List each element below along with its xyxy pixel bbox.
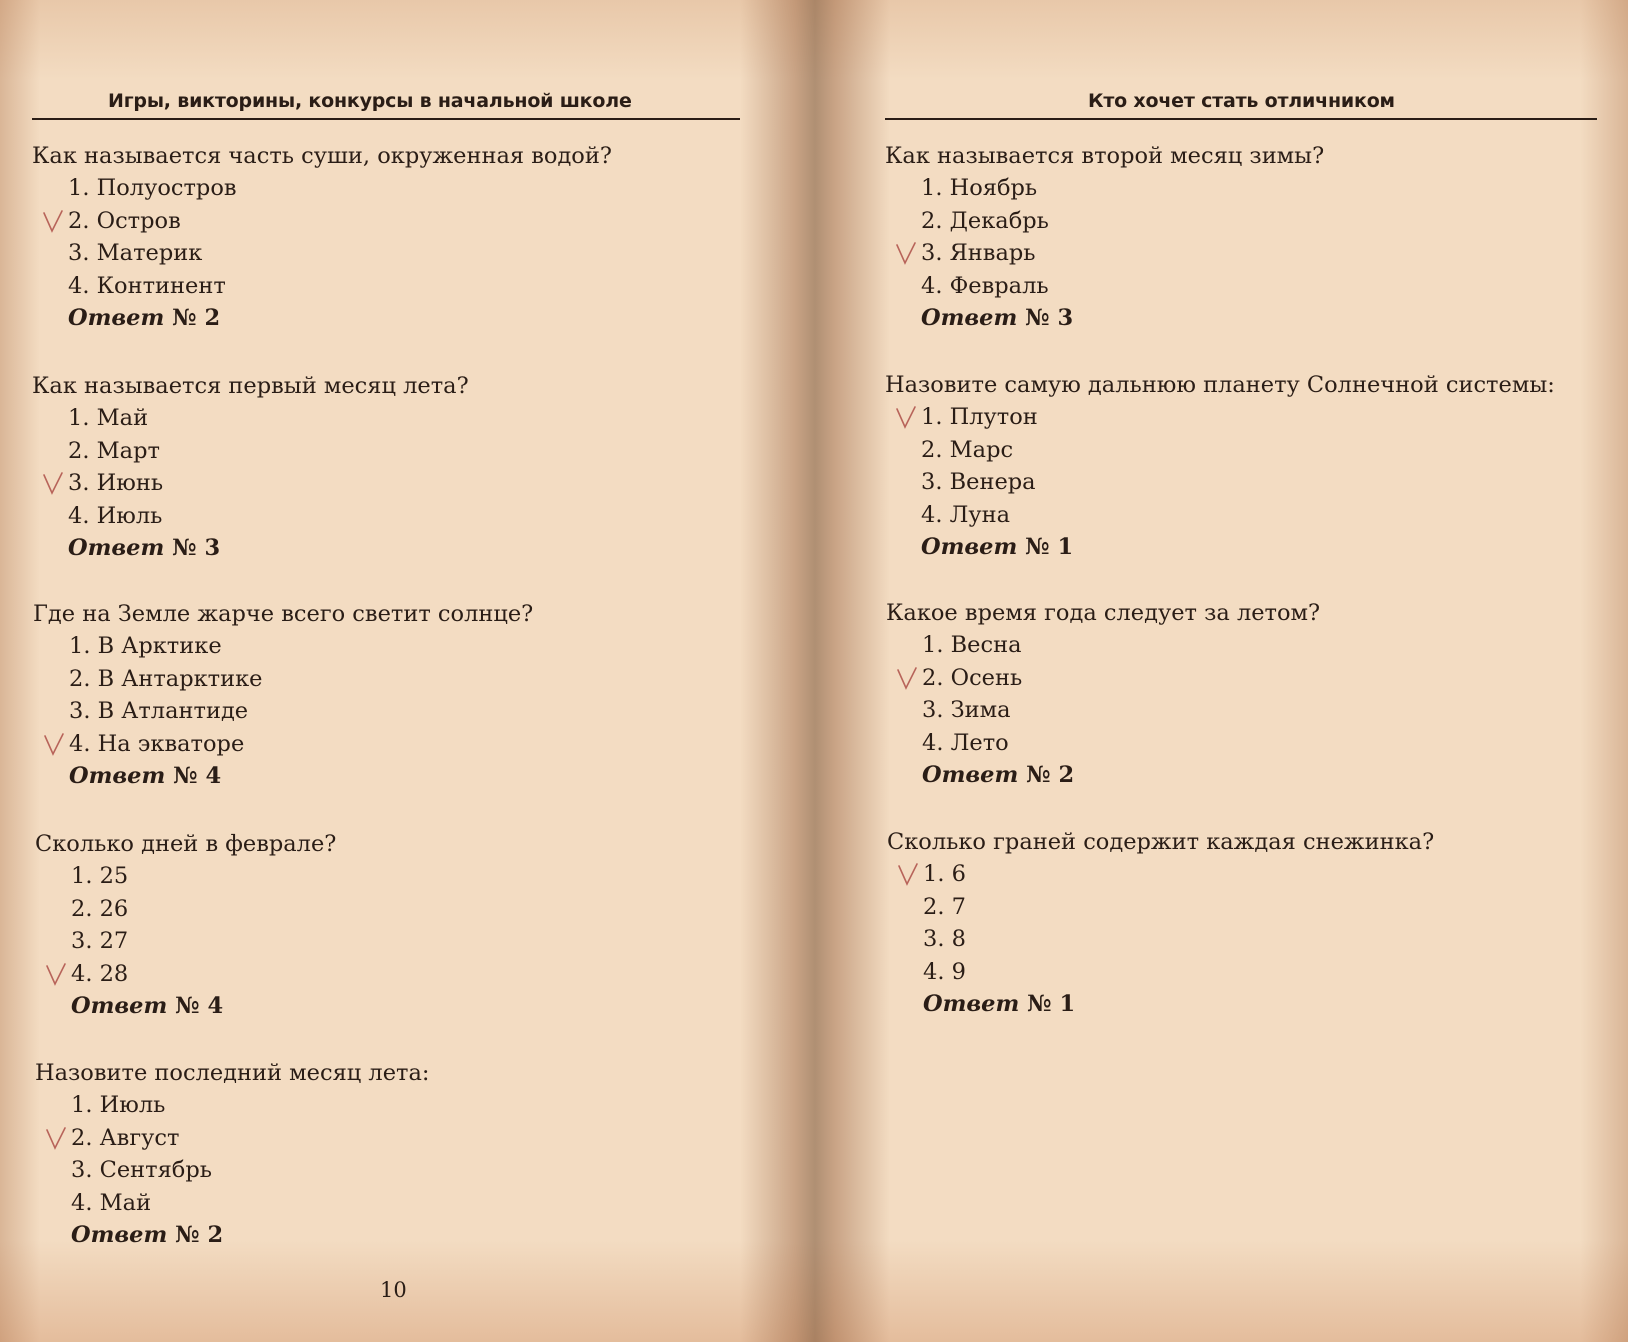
handwritten-check-mark-icon <box>895 239 919 267</box>
option-label: 1. Ноябрь <box>921 175 1038 201</box>
option-item <box>71 1122 429 1155</box>
handwritten-check-mark-icon <box>895 403 919 431</box>
option-label: 4. Континент <box>68 272 226 299</box>
answer-line <box>35 990 336 1022</box>
option-label: 1. В Арктике <box>69 633 222 659</box>
option-label: 4. Июль <box>68 502 163 529</box>
option-item <box>69 695 533 728</box>
answer-number: № 2 <box>175 1222 224 1248</box>
option-item <box>921 401 1555 434</box>
option-item <box>68 435 469 468</box>
question-text: Как называется второй месяц зимы? <box>885 143 1325 169</box>
option-item <box>69 663 533 696</box>
answer-number: № 3 <box>172 535 221 561</box>
option-item <box>923 923 1434 956</box>
option-item <box>69 728 533 761</box>
option-label: 3. Материк <box>68 240 203 266</box>
option-label: 1. Весна <box>922 632 1022 658</box>
option-label: 3. Сентябрь <box>71 1157 212 1183</box>
option-label: 3. 27 <box>71 928 129 954</box>
option-label: 3. Венера <box>921 469 1036 495</box>
question-text: Как называется часть суши, окруженная водой? <box>32 143 612 169</box>
option-label: 1. Май <box>68 405 149 431</box>
option-item <box>71 860 336 893</box>
option-item <box>71 925 336 958</box>
question-text: Где на Земле жарче всего светит солнце? <box>33 601 534 627</box>
answer-line <box>33 760 533 792</box>
option-item <box>921 434 1555 467</box>
option-item <box>71 1089 429 1122</box>
answer-label: Ответ <box>922 762 1019 788</box>
option-item <box>922 662 1320 695</box>
running-head: Кто хочет стать отличником <box>1088 90 1395 112</box>
answer-number: № 1 <box>1027 991 1076 1017</box>
answer-number: № 4 <box>173 763 222 789</box>
option-label: 4. На экваторе <box>69 730 245 757</box>
answer-line <box>885 531 1555 563</box>
question-block <box>886 597 1320 791</box>
option-item <box>68 237 612 270</box>
question-block <box>35 828 336 1022</box>
option-label: 4. Май <box>71 1189 152 1216</box>
option-item <box>68 205 612 238</box>
option-list <box>35 860 336 990</box>
option-item <box>922 629 1320 662</box>
option-list <box>885 172 1324 302</box>
option-item <box>921 270 1324 303</box>
handwritten-check-mark-icon <box>896 664 920 692</box>
option-item <box>71 1154 429 1187</box>
option-label: 1. 6 <box>923 861 966 887</box>
header-rule <box>885 118 1597 120</box>
question-text: Назовите самую дальнюю планету Солнечной системы: <box>885 372 1555 398</box>
option-label: 2. Марс <box>921 436 1014 463</box>
handwritten-check-mark-icon <box>43 730 67 758</box>
right-page <box>830 0 1628 1342</box>
option-item <box>68 172 612 205</box>
question-block <box>885 369 1555 563</box>
question-block <box>32 140 612 334</box>
option-item <box>922 727 1320 760</box>
answer-line <box>885 302 1324 334</box>
option-label: 1. Полуостров <box>68 175 237 201</box>
option-label: 4. Луна <box>921 501 1011 528</box>
question-block <box>33 598 533 792</box>
option-item <box>923 956 1434 989</box>
question-text: Сколько дней в феврале? <box>35 831 337 857</box>
answer-number: № 2 <box>172 305 221 331</box>
option-label: 3. 8 <box>923 926 966 952</box>
answer-line <box>35 1219 429 1251</box>
option-label: 1. Плутон <box>921 404 1038 430</box>
option-item <box>921 172 1324 205</box>
question-text: Какое время года следует за летом? <box>886 600 1321 626</box>
answer-label: Ответ <box>921 305 1018 331</box>
option-item <box>921 205 1324 238</box>
option-label: 1. Июль <box>71 1092 166 1118</box>
question-text: Назовите последний месяц лета: <box>35 1060 430 1086</box>
option-label: 4. 28 <box>71 960 129 987</box>
handwritten-check-mark-icon <box>45 1124 69 1152</box>
handwritten-check-mark-icon <box>42 469 66 497</box>
option-list <box>32 402 469 532</box>
answer-label: Ответ <box>69 763 166 789</box>
answer-label: Ответ <box>923 991 1020 1017</box>
option-item <box>71 1187 429 1220</box>
answer-number: № 1 <box>1025 534 1074 560</box>
question-block <box>885 140 1324 334</box>
option-item <box>68 500 469 533</box>
handwritten-check-mark-icon <box>45 960 69 988</box>
option-item <box>923 891 1434 924</box>
answer-number: № 3 <box>1025 305 1074 331</box>
option-item <box>922 694 1320 727</box>
option-item <box>68 270 612 303</box>
answer-label: Ответ <box>71 1222 168 1248</box>
question-text: Сколько граней содержит каждая снежинка? <box>887 829 1435 855</box>
header-rule <box>32 118 740 120</box>
option-item <box>921 499 1555 532</box>
option-label: 4. Февраль <box>921 272 1049 299</box>
option-list <box>885 401 1555 531</box>
option-label: 4. 9 <box>923 958 966 985</box>
answer-label: Ответ <box>921 534 1018 560</box>
answer-number: № 4 <box>175 993 224 1019</box>
option-item <box>71 958 336 991</box>
handwritten-check-mark-icon <box>42 207 66 235</box>
option-label: 4. Лето <box>922 729 1009 756</box>
answer-line <box>32 532 469 564</box>
option-label: 3. Июнь <box>68 470 164 496</box>
option-list <box>887 858 1434 988</box>
option-label: 3. Зима <box>922 697 1011 723</box>
option-label: 2. Остров <box>68 207 181 234</box>
option-label: 3. В Атлантиде <box>69 698 249 724</box>
answer-label: Ответ <box>68 535 165 561</box>
page-number: 10 <box>380 1278 407 1302</box>
handwritten-check-mark-icon <box>897 860 921 888</box>
question-block <box>32 370 469 564</box>
option-list <box>886 629 1320 759</box>
option-list <box>32 172 612 302</box>
option-label: 2. Март <box>68 437 160 464</box>
option-label: 2. Осень <box>922 664 1023 691</box>
answer-label: Ответ <box>68 305 165 331</box>
option-item <box>68 402 469 435</box>
answer-line <box>32 302 612 334</box>
left-page <box>0 0 800 1342</box>
answer-label: Ответ <box>71 993 168 1019</box>
option-item <box>921 237 1324 270</box>
option-label: 2. 26 <box>71 895 129 922</box>
option-list <box>35 1089 429 1219</box>
option-item <box>71 893 336 926</box>
option-item <box>69 630 533 663</box>
answer-line <box>887 988 1434 1020</box>
option-label: 2. 7 <box>923 893 966 920</box>
option-item <box>921 466 1555 499</box>
answer-number: № 2 <box>1026 762 1075 788</box>
question-text: Как называется первый месяц лета? <box>32 373 469 399</box>
option-label: 3. Январь <box>921 240 1036 266</box>
option-item <box>923 858 1434 891</box>
option-label: 2. Август <box>71 1124 180 1151</box>
option-label: 2. Декабрь <box>921 207 1049 234</box>
question-block <box>887 826 1434 1020</box>
option-label: 2. В Антарктике <box>69 665 263 692</box>
answer-line <box>886 759 1320 791</box>
option-label: 1. 25 <box>71 863 129 889</box>
option-item <box>68 467 469 500</box>
option-list <box>33 630 533 760</box>
running-head: Игры, викторины, конкурсы в начальной школе <box>108 90 632 112</box>
question-block <box>35 1057 429 1251</box>
